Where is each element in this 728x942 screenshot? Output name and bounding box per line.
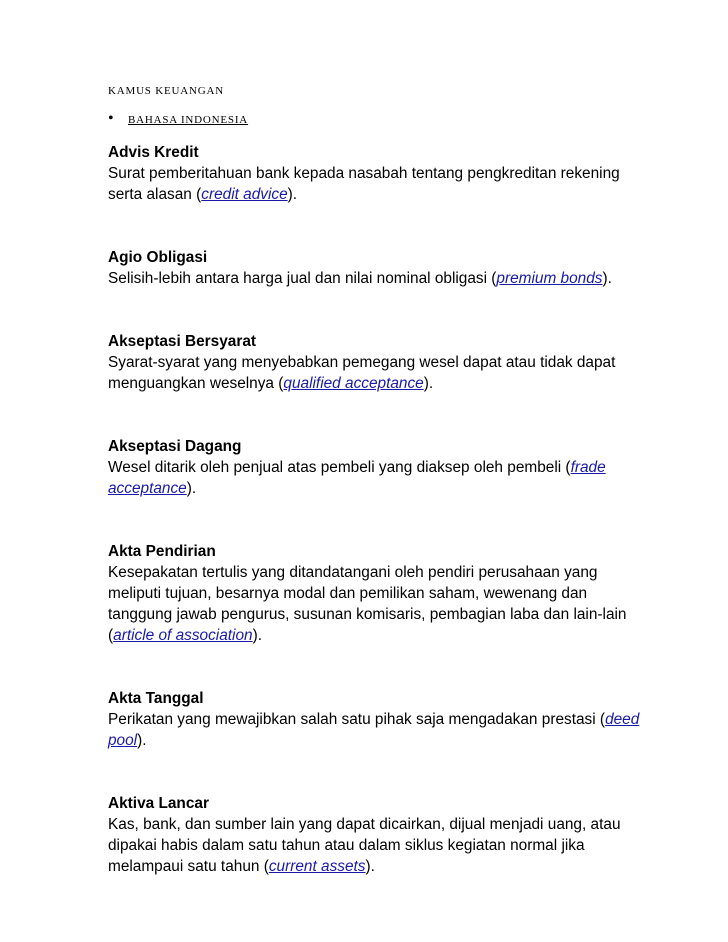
section-label: BAHASA INDONESIA [128, 114, 249, 126]
bullet-icon: • [108, 110, 114, 127]
english-term-link[interactable]: frade acceptance [108, 459, 606, 497]
english-term-link[interactable]: current assets [268, 858, 366, 875]
document-page [108, 84, 648, 877]
english-term-link[interactable]: premium bonds [496, 270, 603, 287]
entry-term: Agio Obligasi [108, 249, 208, 266]
entry-term: Advis Kredit [108, 144, 199, 161]
entry-term: Akta Tanggal [108, 690, 204, 707]
entry-definition: Syarat-syarat yang menyebabkan pemegang wesel dapat atau tidak dapat menguangkan weselnya (qualified acceptance). [108, 354, 616, 392]
entry-definition: Selisih-lebih antara harga jual dan nilai nominal obligasi (premium bonds). [108, 270, 612, 287]
entry-definition: Wesel ditarik oleh penjual atas pembeli yang diaksep oleh pembeli (frade acceptance). [108, 459, 606, 497]
document-title: KAMUS KEUANGAN [108, 85, 225, 97]
entry-definition: Kesepakatan tertulis yang ditandatangani oleh pendiri perusahaan yang meliputi tujuan, besarnya modal dan pemilikan saham, wewenang dan tanggung jawab pengurus, susunan komisaris, pembagian laba dan lain-lain (article of association). [108, 564, 627, 644]
glossary-entries [108, 142, 648, 877]
entry-term: Akta Pendirian [108, 543, 216, 560]
entry-term: Aktiva Lancar [108, 795, 209, 812]
glossary-entry [108, 541, 648, 646]
entry-term: Akseptasi Dagang [108, 438, 242, 455]
entry-definition: Perikatan yang mewajibkan salah satu pihak saja mengadakan prestasi (deed pool). [108, 711, 640, 749]
english-term-link[interactable]: article of association [113, 627, 253, 644]
glossary-entry [108, 436, 648, 499]
english-term-link[interactable]: credit advice [201, 186, 288, 203]
english-term-link[interactable]: qualified acceptance [283, 375, 424, 392]
glossary-entry [108, 247, 648, 289]
section-bullet [108, 112, 648, 126]
glossary-entry [108, 142, 648, 205]
glossary-entry [108, 688, 648, 751]
english-term-link[interactable]: deed pool [108, 711, 640, 749]
entry-term: Akseptasi Bersyarat [108, 333, 257, 350]
glossary-entry [108, 331, 648, 394]
entry-definition: Kas, bank, dan sumber lain yang dapat dicairkan, dijual menjadi uang, atau dipakai habis dalam satu tahun atau dalam siklus kegiatan normal jika melampaui satu tahun (current assets). [108, 816, 621, 875]
glossary-entry [108, 793, 648, 877]
entry-definition: Surat pemberitahuan bank kepada nasabah tentang pengkreditan rekening serta alasan (credit advice). [108, 165, 620, 203]
